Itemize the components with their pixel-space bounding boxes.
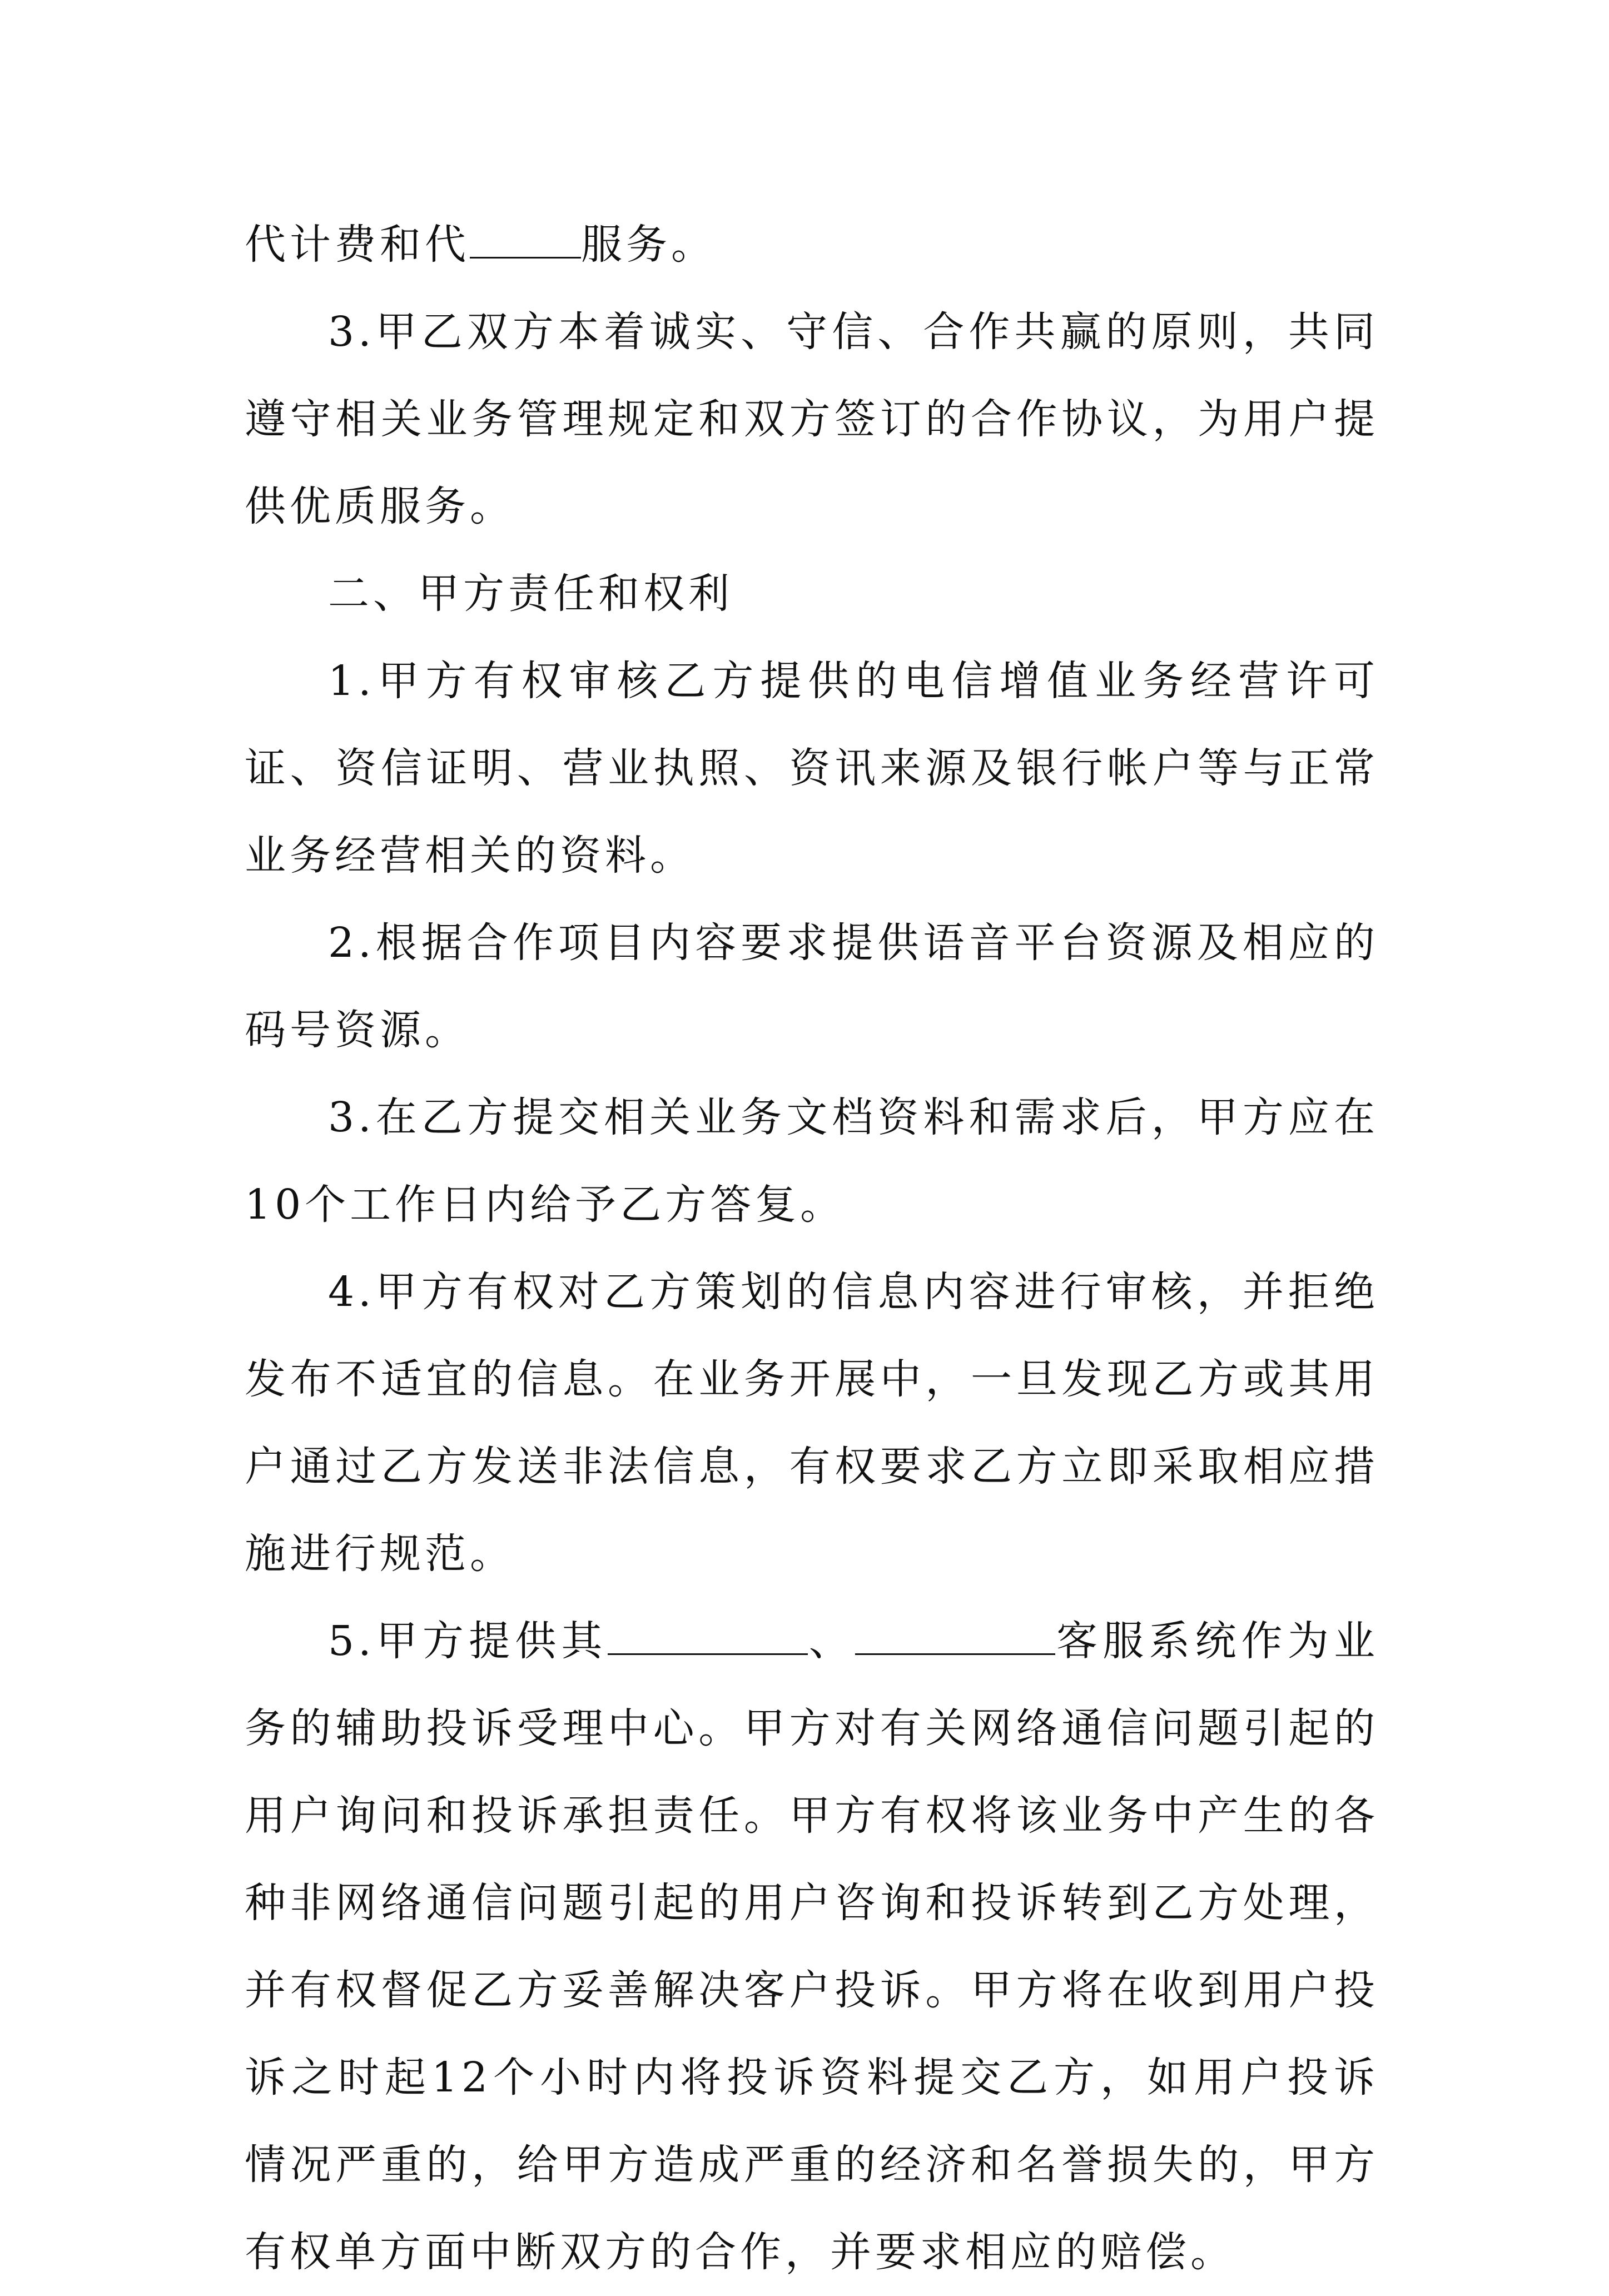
fill-blank	[608, 1620, 808, 1655]
paragraph-text: 、	[807, 1617, 855, 1665]
fill-blank	[470, 223, 581, 259]
fill-blank	[855, 1620, 1055, 1655]
section-heading-2: 二、甲方责任和权利	[328, 570, 733, 618]
paragraph-continuation	[245, 201, 1379, 289]
paragraph-2-3: 3.在乙方提交相关业务文档资料和需求后，甲方应在10个工作日内给予乙方答复。	[245, 1094, 1379, 1229]
paragraph-1-3: 3.甲乙双方本着诚实、守信、合作共赢的原则，共同遵守相关业务管理规定和双方签订的合作协议，为用户提供优质服务。	[245, 308, 1379, 530]
paragraph-text: 服务。	[581, 221, 716, 269]
paragraph-text: 5.甲方提供其	[328, 1617, 608, 1665]
paragraph-2-5	[245, 1598, 1379, 2296]
paragraph-2-4: 4.甲方有权对乙方策划的信息内容进行审核，并拒绝发布不适宜的信息。在业务开展中，一旦发现乙方或其用户通过乙方发送非法信息，有权要求乙方立即采取相应措施进行规范。	[245, 1268, 1379, 1578]
paragraph-text: 代计费和代	[245, 221, 470, 269]
paragraph-2-1: 1.甲方有权审核乙方提供的电信增值业务经营许可证、资信证明、营业执照、资讯来源及银行帐户等与正常业务经营相关的资料。	[245, 657, 1379, 879]
paragraph-2-2: 2.根据合作项目内容要求提供语音平台资源及相应的码号资源。	[245, 919, 1379, 1054]
document-body	[245, 201, 1379, 2296]
paragraph-text: 客服系统作为业务的辅助投诉受理中心。甲方对有关网络通信问题引起的用户询问和投诉承担责任。甲方有权将该业务中产生的各种非网络通信问题引起的用户咨询和投诉转到乙方处理，并有权督促乙方妥善解决客户投诉。甲方将在收到用户投诉之时起12个小时内将投诉资料提交乙方，如用户投诉情况严重的，给甲方造成严重的经济和名誉损失的，甲方有权单方面中断双方的合作，并要求相应的赔偿。	[245, 1617, 1379, 2276]
